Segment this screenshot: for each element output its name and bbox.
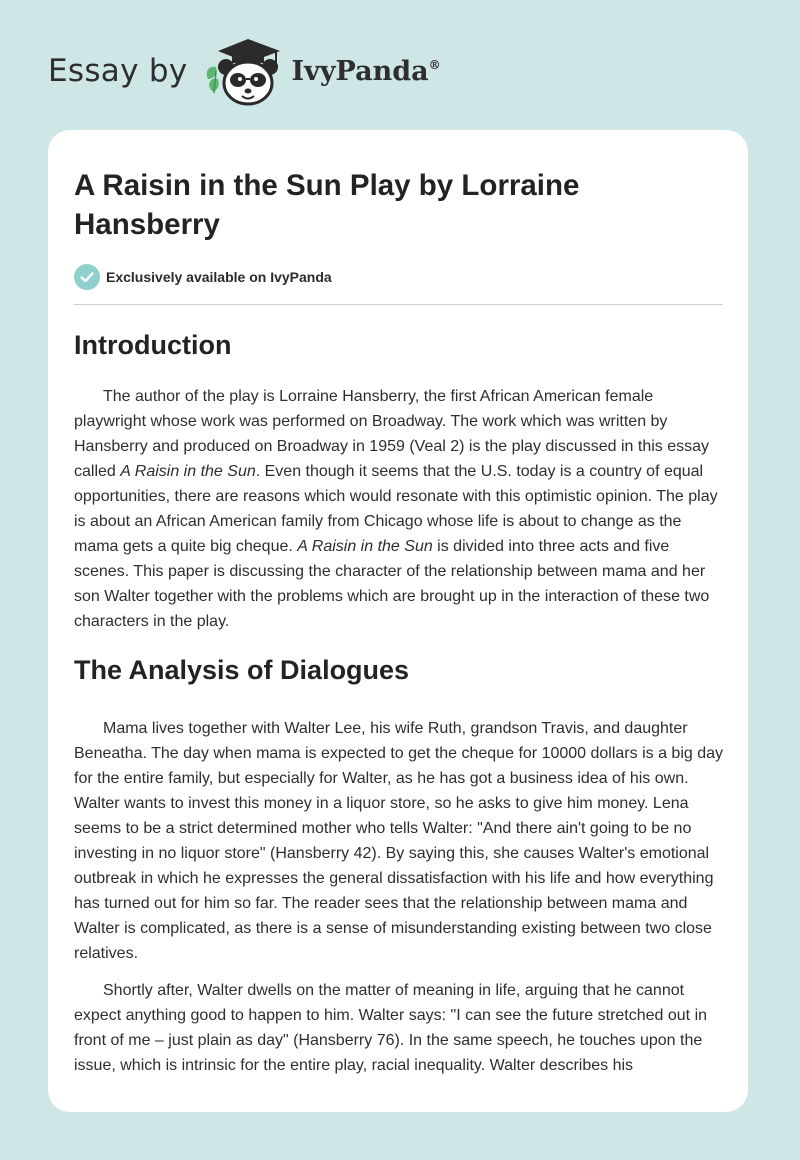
article-content	[74, 130, 723, 1078]
paragraph-introduction	[74, 384, 723, 634]
article-title: A Raisin in the Sun Play by Lorraine Hansberry	[74, 169, 580, 241]
registered-mark: ®	[428, 57, 441, 72]
essay-by-label: Essay by	[48, 53, 188, 89]
paragraph-text: is divided into three acts and five scenes. This paper is discussing the character of the relationship between mama and her son Walter together with the problems which are brought up in the interaction of these two characters in the play.	[74, 538, 710, 630]
check-circle-icon	[74, 264, 100, 290]
article-card	[48, 130, 748, 1112]
section-heading-introduction: Introduction	[74, 330, 232, 360]
exclusive-badge	[74, 264, 723, 290]
play-title-italic: A Raisin in the Sun	[297, 538, 433, 555]
paragraph-analysis-1: Mama lives together with Walter Lee, his wife Ruth, grandson Travis, and daughter Beneatha. The day when mama is expected to get the cheque for 10000 dollars is a big day for the entire family, but especially for Walter, as he has got a business idea of his own. Walter wants to invest this money in a liquor store, so he asks to give him money. Lena seems to be a strict determined mother who tells Walter: "And there ain't going to be no investing in no liquor store" (Hansberry 42). By saying this, she causes Walter's emotional outbreak in which he expresses the general dissatisfaction with his life and how everything has turned out for him so far. The reader sees that the relationship between mama and Walter is complicated, as there is a sense of misunderstanding existing between two close relatives.	[74, 720, 724, 962]
exclusive-badge-label: Exclusively available on IvyPanda	[106, 269, 332, 285]
paragraph-text: . Even though it seems that the U.S. today is a country of equal opportunities, there are reasons which would resonate with this optimistic opinion. The play is about an African American family from Chicago whose life is about to change as the mama gets a quite big cheque.	[74, 463, 718, 555]
panda-logo-icon	[202, 35, 286, 107]
play-title-italic: A Raisin in the Sun	[120, 463, 256, 480]
title-divider	[74, 304, 723, 305]
paragraph-analysis-2: Shortly after, Walter dwells on the matter of meaning in life, arguing that he cannot expect anything good to happen to him. Walter says: "I can see the future stretched out in front of me – just plain as day" (Hansberry 76). In the same speech, he touches upon the issue, which is intrinsic for the entire play, racial inequality. Walter describes his	[74, 982, 708, 1074]
brand-label: IvyPanda	[291, 55, 429, 87]
site-header	[48, 36, 441, 106]
brand-name	[292, 56, 441, 87]
paragraph-text: The author of the play is Lorraine Hansberry, the first African American female playwright whose work was performed on Broadway. The work which was written by Hansberry and produced on Broadway in 1959 (Veal 2) is the play discussed in this essay called	[74, 388, 710, 480]
section-heading-analysis: The Analysis of Dialogues	[74, 655, 410, 685]
